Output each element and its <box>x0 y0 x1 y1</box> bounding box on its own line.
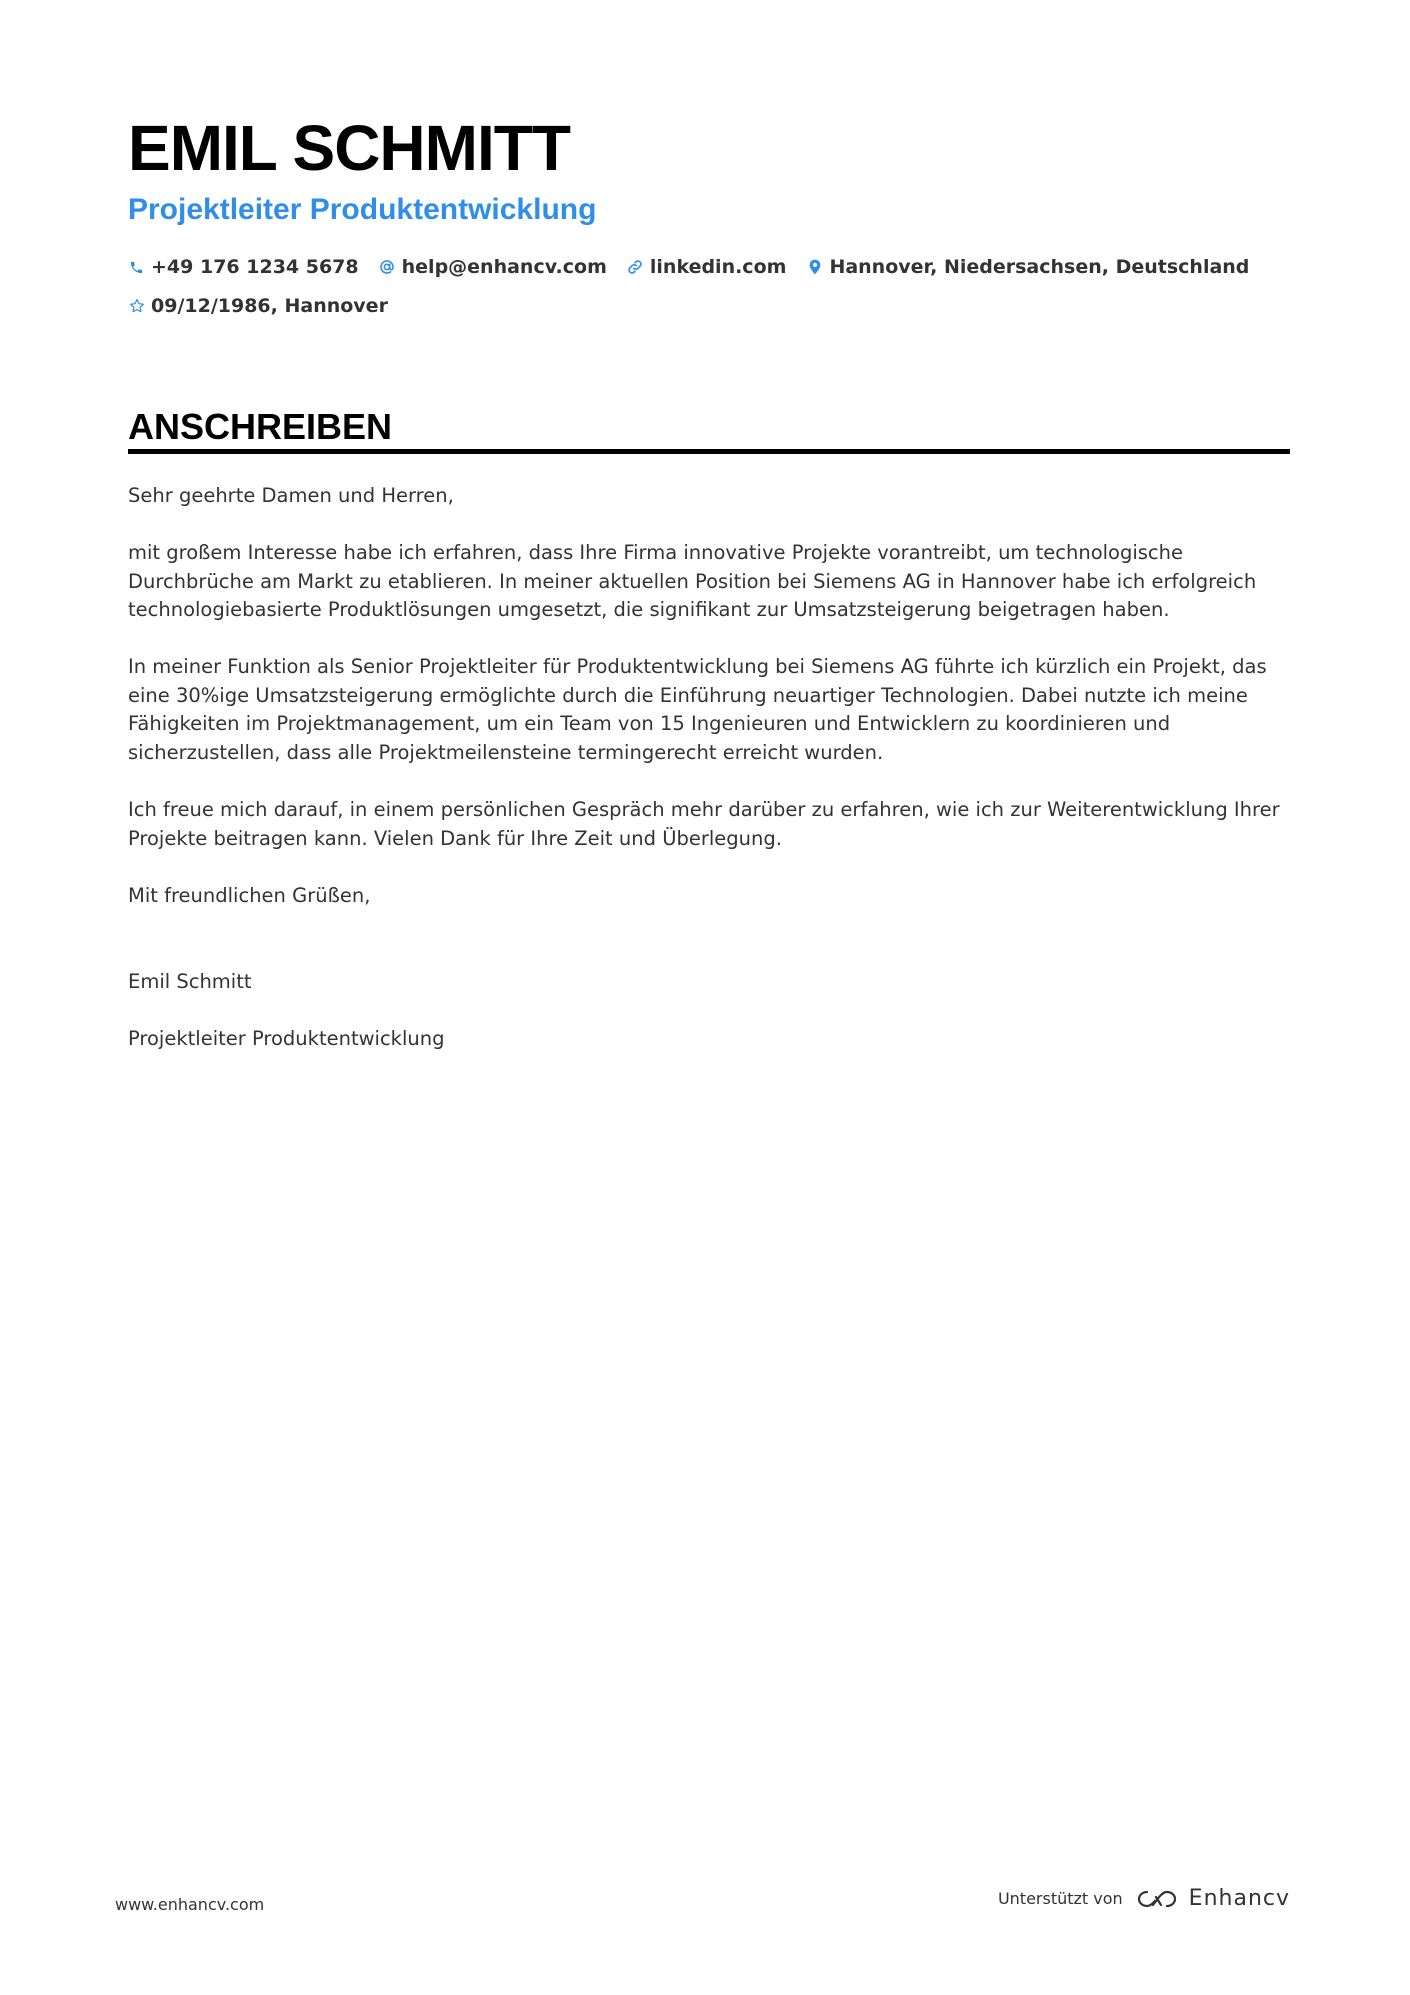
contact-linkedin[interactable] <box>627 253 787 281</box>
candidate-job-title: Projektleiter Produktentwicklung <box>128 193 597 226</box>
contact-phone <box>128 253 359 281</box>
letter-closing: Mit freundlichen Grüßen, <box>128 884 371 907</box>
signature-title: Projektleiter Produktentwicklung <box>128 1027 445 1050</box>
footer-brand[interactable] <box>998 1886 1290 1911</box>
location-pin-icon <box>806 259 823 276</box>
letter-paragraph: mit großem Interesse habe ich erfahren, dass Ihre Firma innovative Projekte vorantreibt, um technologische Durchbrüche am Markt zu etablieren. In meiner aktuellen Position bei Siemens AG in Hannover habe ich erfolgreich technologiebasierte Produktlösungen umgesetzt, die signifikant zur Umsatzsteigerung beigetragen haben. <box>128 541 1257 622</box>
contact-linkedin-text[interactable]: linkedin.com <box>649 256 787 278</box>
section-divider <box>128 449 1290 454</box>
contact-location <box>806 253 1249 281</box>
contact-row <box>128 253 1269 281</box>
contact-row-2 <box>128 292 408 320</box>
contact-birth <box>128 292 388 320</box>
contact-email-text[interactable]: help@enhancv.com <box>401 256 607 278</box>
link-icon <box>627 259 644 276</box>
contact-email[interactable] <box>379 253 607 281</box>
star-icon <box>128 298 145 315</box>
enhancv-logo-icon <box>1135 1888 1179 1910</box>
signature-name: Emil Schmitt <box>128 970 252 993</box>
letter-paragraph: In meiner Funktion als Senior Projektleiter für Produktentwicklung bei Siemens AG führte ich kürzlich ein Projekt, das eine 30%ige Umsatzsteigerung ermöglichte durch die Einführung neuartiger Technologien. Dabei nutzte ich meine Fähigkeiten im Projektmanagement, um ein Team von 15 Ingenieuren und Entwicklern zu koordinieren und sicherzustellen, dass alle Projektmeilensteine termingerecht erreicht wurden. <box>128 655 1267 765</box>
at-icon <box>379 259 396 276</box>
section-title: ANSCHREIBEN <box>128 406 393 447</box>
letter-paragraph: Ich freue mich darauf, in einem persönlichen Gespräch mehr darüber zu erfahren, wie ich zur Weiterentwicklung Ihrer Projekte beitragen kann. Vielen Dank für Ihre Zeit und Überlegung. <box>128 798 1280 850</box>
footer-powered-by: Unterstützt von <box>997 1889 1123 1908</box>
phone-icon <box>128 259 145 276</box>
letter-greeting: Sehr geehrte Damen und Herren, <box>128 484 454 507</box>
footer-brand-name: Enhancv <box>1188 1886 1290 1911</box>
contact-birth-text: 09/12/1986, Hannover <box>151 295 388 317</box>
footer-url[interactable]: www.enhancv.com <box>115 1895 265 1914</box>
contact-location-text: Hannover, Niedersachsen, Deutschland <box>829 256 1250 278</box>
candidate-name: EMIL SCHMITT <box>128 112 570 184</box>
contact-phone-text: +49 176 1234 5678 <box>151 256 359 278</box>
